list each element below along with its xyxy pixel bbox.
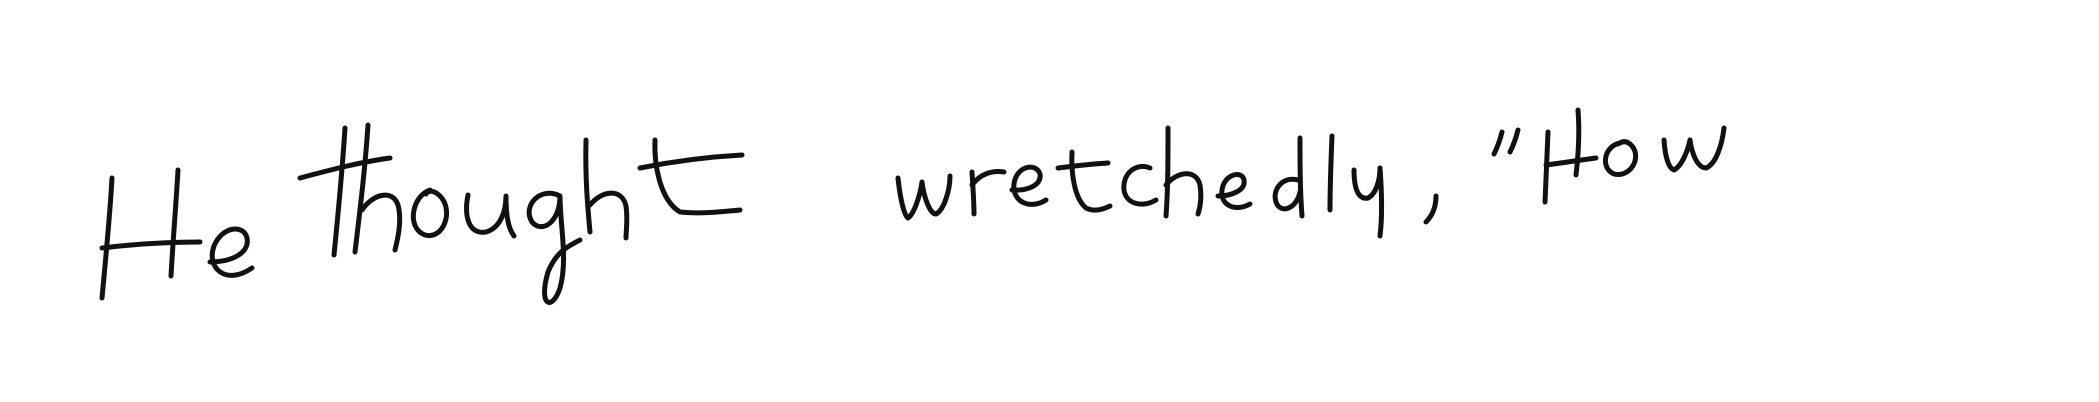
word-he: [102, 170, 252, 298]
word-wretchedly: [898, 128, 1436, 236]
word-thought: [300, 125, 742, 303]
word-how: [1494, 110, 1724, 202]
